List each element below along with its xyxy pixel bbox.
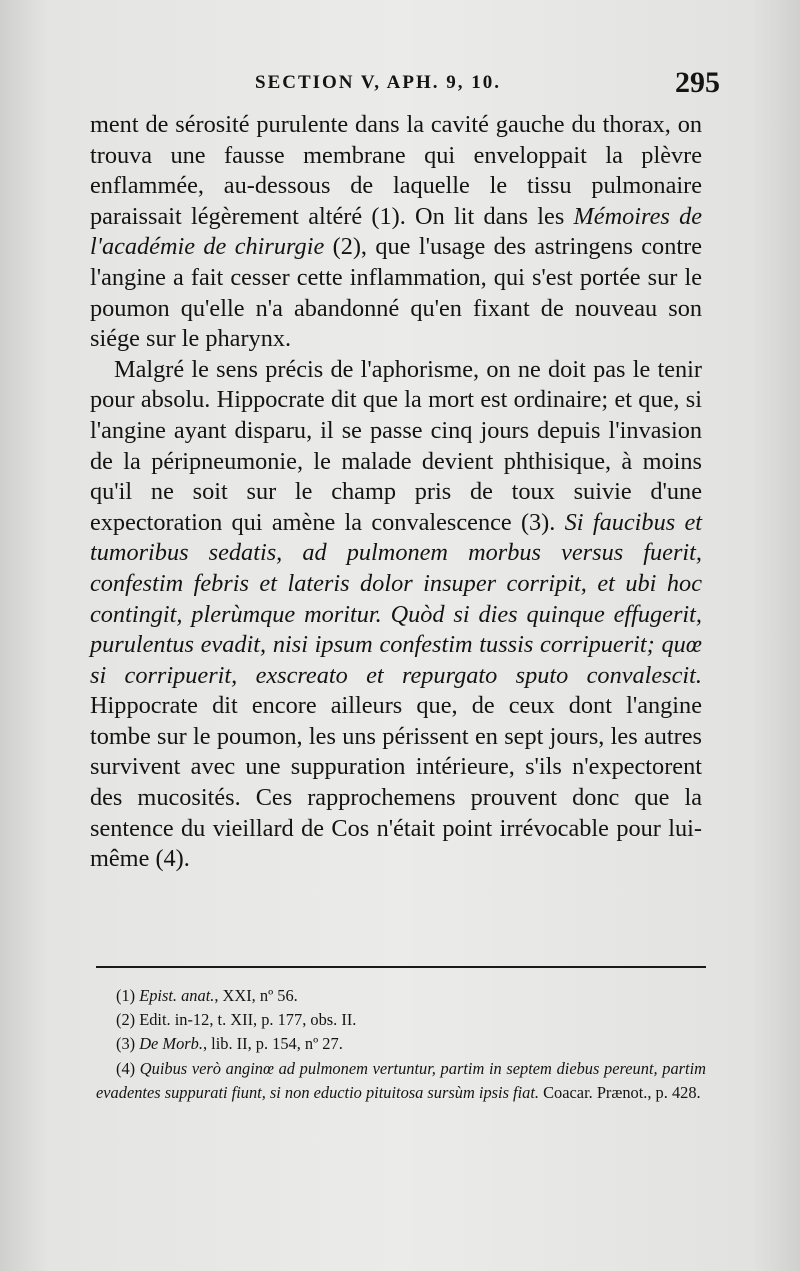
- footnote: [96, 1057, 706, 1105]
- footnote-citation: Quibus verò anginœ ad pulmonem vertuntur, partim in septem diebus pereunt, partim evadentes suppurati fiunt, si non eductio pituitosa sursùm ipsis fiat.: [96, 1058, 706, 1102]
- footnote-text: Edit. in-12, t. XII, p. 177, obs. II.: [139, 1010, 357, 1030]
- footnote: [96, 1032, 706, 1056]
- latin-quotation: Si faucibus et tumoribus sedatis, ad pulmonem morbus versus fuerit, confestim febris et lateris dolor insuper corripit, et ubi hoc contingit, plerùmque moritur. Quòd si dies quinque effugerit, purulentus evadit, nisi ipsum confestim tussis corripuerit; quœ si corripuerit, exscreato et repurgato sputo convalescit.: [90, 508, 703, 689]
- paragraph-text: (2), que l'usage des astringens contre l'angine a fait cesser cette inflammation, qui s'est portée sur le poumon qu'elle n'a abandonné qu'en fixant de nouveau son siége sur le pharynx.: [90, 233, 702, 353]
- italic-title: Mémoires de l'académie de chirurgie: [90, 202, 702, 261]
- footnote-text: , lib. II, p. 154, nº 27.: [202, 1034, 343, 1054]
- paragraph-text: Hippocrate dit encore ailleurs que, de ceux dont l'angine tombe sur le poumon, les uns périssent en sept jours, les autres survivent avec une suppuration intérieure, s'ils n'expectorent des mucosités. Ces rapprochemens prouvent donc que la sentence du vieillard de Cos n'était point irrévocable pour lui-même (4).: [90, 692, 702, 873]
- page-header: [90, 66, 720, 106]
- paragraph-text: ment de sérosité purulente dans la cavité gauche du thorax, on trouva une fausse membrane qui enveloppait la plèvre enflammée, au-dessous de laquelle le tissu pulmonaire paraissait légèrement altéré (1). On lit dans les: [90, 111, 702, 230]
- footnote-mark: (3): [116, 1034, 140, 1054]
- footnotes: [96, 984, 706, 1105]
- footnote-mark: (2): [116, 1010, 140, 1030]
- page-number: 295: [675, 66, 720, 99]
- footnote-text: , XXI, nº 56.: [214, 986, 298, 1005]
- footnote: [96, 1008, 706, 1032]
- footnote-rule: [96, 966, 706, 968]
- footnote-mark: (4): [116, 1058, 140, 1078]
- footnote: [96, 984, 706, 1008]
- footnote-mark: (1): [116, 986, 140, 1005]
- footnote-citation: Epist. anat.: [139, 986, 215, 1005]
- paragraph: [90, 110, 702, 355]
- footnote-text: Coacar. Prænot., p. 428.: [539, 1082, 701, 1102]
- running-head: SECTION V, APH. 9, 10.: [255, 72, 502, 93]
- body-text: [90, 110, 702, 875]
- paragraph: [90, 355, 702, 875]
- footnote-citation: De Morb.: [139, 1034, 203, 1054]
- paragraph-text: Malgré le sens précis de l'aphorisme, on ne doit pas le tenir pour absolu. Hippocrate dit que la mort est ordinaire; et que, si l'angine ayant disparu, il se passe cinq jours depuis l'invasion de la péripneumonie, le malade devient phthisique, à moins qu'il ne soit sur le champ pris de toux suivie d'une expectoration qui amène la convalescence (3).: [90, 355, 702, 536]
